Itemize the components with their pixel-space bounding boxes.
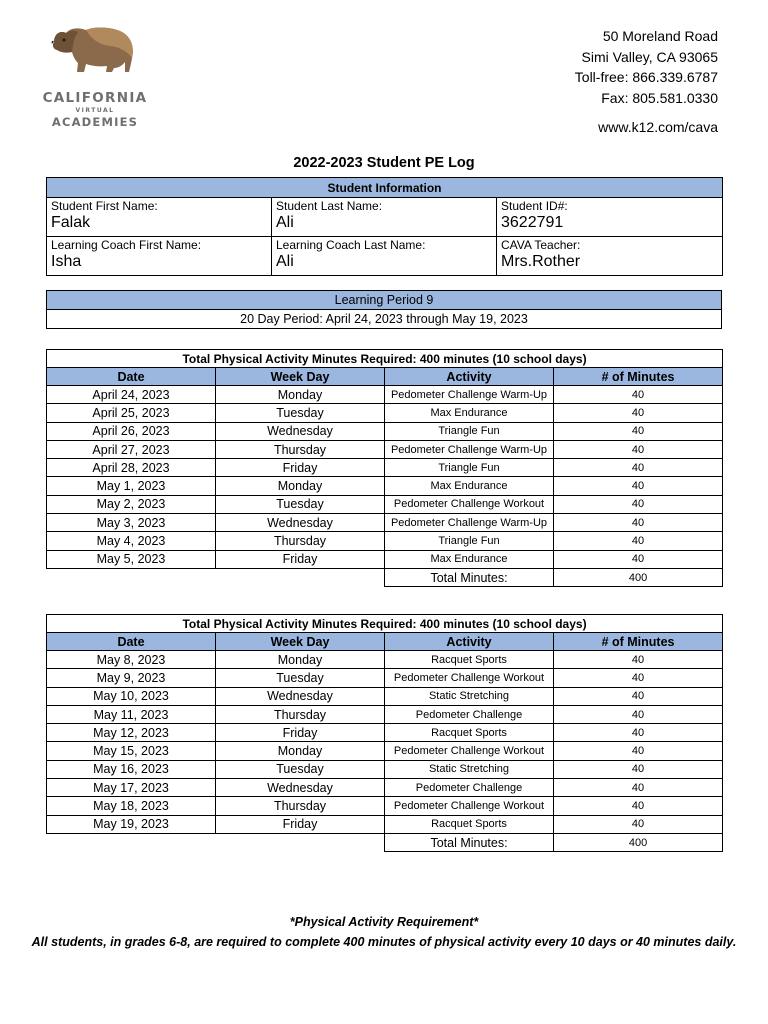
table-row <box>47 440 723 458</box>
minutes-cell: 40 <box>554 386 723 404</box>
activity-cell: Pedometer Challenge Workout <box>385 495 554 513</box>
website-link[interactable]: www.k12.com/cava <box>598 119 718 135</box>
table-row <box>47 742 723 760</box>
table-row <box>47 477 723 495</box>
table-row <box>47 404 723 422</box>
date-cell: May 2, 2023 <box>47 495 216 513</box>
weekday-cell: Wednesday <box>216 422 385 440</box>
table-row <box>47 724 723 742</box>
activity-cell: Static Stretching <box>385 687 554 705</box>
last-name-cell <box>272 198 497 237</box>
activity-cell: Pedometer Challenge Warm-Up <box>385 386 554 404</box>
coach-first-value: Isha <box>51 253 82 270</box>
col-header-minutes: # of Minutes <box>554 633 723 651</box>
coach-last-label: Learning Coach Last Name: <box>276 238 426 252</box>
activity-cell: Racquet Sports <box>385 815 554 833</box>
activity-cell: Static Stretching <box>385 760 554 778</box>
date-cell: May 16, 2023 <box>47 760 216 778</box>
total-minutes-value: 400 <box>554 833 723 851</box>
minutes-cell: 40 <box>554 742 723 760</box>
table-row <box>47 422 723 440</box>
log-caption: Total Physical Activity Minutes Required: 400 minutes (10 school days) <box>47 615 723 633</box>
weekday-cell: Monday <box>216 742 385 760</box>
weekday-cell: Friday <box>216 815 385 833</box>
date-cell: May 5, 2023 <box>47 550 216 568</box>
activity-cell: Pedometer Challenge <box>385 705 554 723</box>
date-cell: May 19, 2023 <box>47 815 216 833</box>
coach-first-cell <box>47 237 272 276</box>
minutes-cell: 40 <box>554 459 723 477</box>
weekday-cell: Friday <box>216 724 385 742</box>
date-cell: May 10, 2023 <box>47 687 216 705</box>
empty-cell <box>47 833 385 851</box>
student-id-value: 3622791 <box>501 214 564 231</box>
minutes-cell: 40 <box>554 495 723 513</box>
activity-cell: Pedometer Challenge Warm-Up <box>385 514 554 532</box>
total-minutes-label: Total Minutes: <box>385 568 554 586</box>
weekday-cell: Tuesday <box>216 404 385 422</box>
activity-cell: Max Endurance <box>385 404 554 422</box>
col-header-minutes: # of Minutes <box>554 368 723 386</box>
col-header-activity: Activity <box>385 633 554 651</box>
logo-text-virtual: VIRTUAL <box>75 107 115 114</box>
minutes-cell: 40 <box>554 514 723 532</box>
student-info-heading: Student Information <box>47 178 723 198</box>
empty-cell <box>47 568 385 586</box>
table-row <box>47 514 723 532</box>
activity-cell: Max Endurance <box>385 550 554 568</box>
table-row <box>47 386 723 404</box>
weekday-cell: Wednesday <box>216 779 385 797</box>
weekday-cell: Wednesday <box>216 687 385 705</box>
coach-last-value: Ali <box>276 253 294 270</box>
date-cell: May 12, 2023 <box>47 724 216 742</box>
total-minutes-value: 400 <box>554 568 723 586</box>
activity-cell: Triangle Fun <box>385 459 554 477</box>
activity-cell: Pedometer Challenge <box>385 779 554 797</box>
minutes-cell: 40 <box>554 760 723 778</box>
activity-log-table <box>46 614 723 852</box>
first-name-value: Falak <box>51 214 91 231</box>
weekday-cell: Thursday <box>216 440 385 458</box>
table-row <box>47 687 723 705</box>
weekday-cell: Tuesday <box>216 495 385 513</box>
fax-line: Fax: 805.581.0330 <box>601 89 718 106</box>
date-cell: May 11, 2023 <box>47 705 216 723</box>
last-name-label: Student Last Name: <box>276 199 383 213</box>
logo-text-california: CALIFORNIA <box>42 90 148 106</box>
activity-cell: Max Endurance <box>385 477 554 495</box>
date-cell: April 28, 2023 <box>47 459 216 477</box>
date-cell: May 3, 2023 <box>47 514 216 532</box>
table-row <box>47 532 723 550</box>
table-row <box>47 705 723 723</box>
date-cell: April 24, 2023 <box>47 386 216 404</box>
date-cell: April 26, 2023 <box>47 422 216 440</box>
requirement-heading: *Physical Activity Requirement* <box>289 915 479 929</box>
phone-line: Toll-free: 866.339.6787 <box>574 69 718 86</box>
weekday-cell: Friday <box>216 550 385 568</box>
weekday-cell: Tuesday <box>216 760 385 778</box>
date-cell: May 18, 2023 <box>47 797 216 815</box>
minutes-cell: 40 <box>554 532 723 550</box>
weekday-cell: Friday <box>216 459 385 477</box>
table-row <box>47 495 723 513</box>
weekday-cell: Thursday <box>216 705 385 723</box>
teacher-value: Mrs.Rother <box>501 253 581 270</box>
date-cell: May 15, 2023 <box>47 742 216 760</box>
activity-cell: Triangle Fun <box>385 532 554 550</box>
address-line: Simi Valley, CA 93065 <box>581 48 718 65</box>
last-name-value: Ali <box>276 214 294 231</box>
weekday-cell: Monday <box>216 386 385 404</box>
minutes-cell: 40 <box>554 705 723 723</box>
table-row <box>47 651 723 669</box>
teacher-cell <box>497 237 723 276</box>
minutes-cell: 40 <box>554 651 723 669</box>
col-header-weekday: Week Day <box>216 368 385 386</box>
minutes-cell: 40 <box>554 669 723 687</box>
col-header-date: Date <box>47 633 216 651</box>
date-cell: April 27, 2023 <box>47 440 216 458</box>
address-block <box>575 26 718 108</box>
first-name-label: Student First Name: <box>51 199 158 213</box>
col-header-weekday: Week Day <box>216 633 385 651</box>
student-info-table <box>46 177 723 276</box>
coach-first-label: Learning Coach First Name: <box>51 238 202 252</box>
table-row <box>47 797 723 815</box>
student-id-label: Student ID#: <box>501 199 568 213</box>
student-id-cell <box>497 198 723 237</box>
minutes-cell: 40 <box>554 815 723 833</box>
page-title: 2022-2023 Student PE Log <box>293 155 475 171</box>
learning-period-range: 20 Day Period: April 24, 2023 through May 19, 2023 <box>47 310 722 329</box>
table-row <box>47 550 723 568</box>
date-cell: May 8, 2023 <box>47 651 216 669</box>
table-row <box>47 459 723 477</box>
col-header-date: Date <box>47 368 216 386</box>
requirement-text: All students, in grades 6-8, are required to complete 400 minutes of physical activity every 10 days or 40 minutes daily. <box>31 935 737 949</box>
minutes-cell: 40 <box>554 797 723 815</box>
coach-last-cell <box>272 237 497 276</box>
minutes-cell: 40 <box>554 779 723 797</box>
activity-log-table <box>46 349 723 587</box>
weekday-cell: Monday <box>216 651 385 669</box>
activity-cell: Pedometer Challenge Workout <box>385 669 554 687</box>
table-row <box>47 815 723 833</box>
table-row <box>47 779 723 797</box>
learning-period-table <box>46 290 722 329</box>
activity-cell: Pedometer Challenge Workout <box>385 797 554 815</box>
minutes-cell: 40 <box>554 724 723 742</box>
activity-cell: Racquet Sports <box>385 724 554 742</box>
date-cell: April 25, 2023 <box>47 404 216 422</box>
minutes-cell: 40 <box>554 477 723 495</box>
learning-period-name: Learning Period 9 <box>47 291 722 310</box>
minutes-cell: 40 <box>554 687 723 705</box>
minutes-cell: 40 <box>554 550 723 568</box>
log-caption: Total Physical Activity Minutes Required: 400 minutes (10 school days) <box>47 350 723 368</box>
first-name-cell <box>47 198 272 237</box>
weekday-cell: Wednesday <box>216 514 385 532</box>
date-cell: May 9, 2023 <box>47 669 216 687</box>
minutes-cell: 40 <box>554 440 723 458</box>
activity-cell: Racquet Sports <box>385 651 554 669</box>
logo-text-academies: ACADEMIES <box>51 115 139 129</box>
activity-cell: Pedometer Challenge Warm-Up <box>385 440 554 458</box>
activity-cell: Triangle Fun <box>385 422 554 440</box>
col-header-activity: Activity <box>385 368 554 386</box>
address-line: 50 Moreland Road <box>602 28 718 44</box>
date-cell: May 17, 2023 <box>47 779 216 797</box>
minutes-cell: 40 <box>554 404 723 422</box>
weekday-cell: Monday <box>216 477 385 495</box>
activity-cell: Pedometer Challenge Workout <box>385 742 554 760</box>
table-row <box>47 669 723 687</box>
weekday-cell: Thursday <box>216 797 385 815</box>
teacher-label: CAVA Teacher: <box>501 238 581 252</box>
minutes-cell: 40 <box>554 422 723 440</box>
date-cell: May 1, 2023 <box>47 477 216 495</box>
date-cell: May 4, 2023 <box>47 532 216 550</box>
table-row <box>47 760 723 778</box>
weekday-cell: Thursday <box>216 532 385 550</box>
total-minutes-label: Total Minutes: <box>385 833 554 851</box>
weekday-cell: Tuesday <box>216 669 385 687</box>
